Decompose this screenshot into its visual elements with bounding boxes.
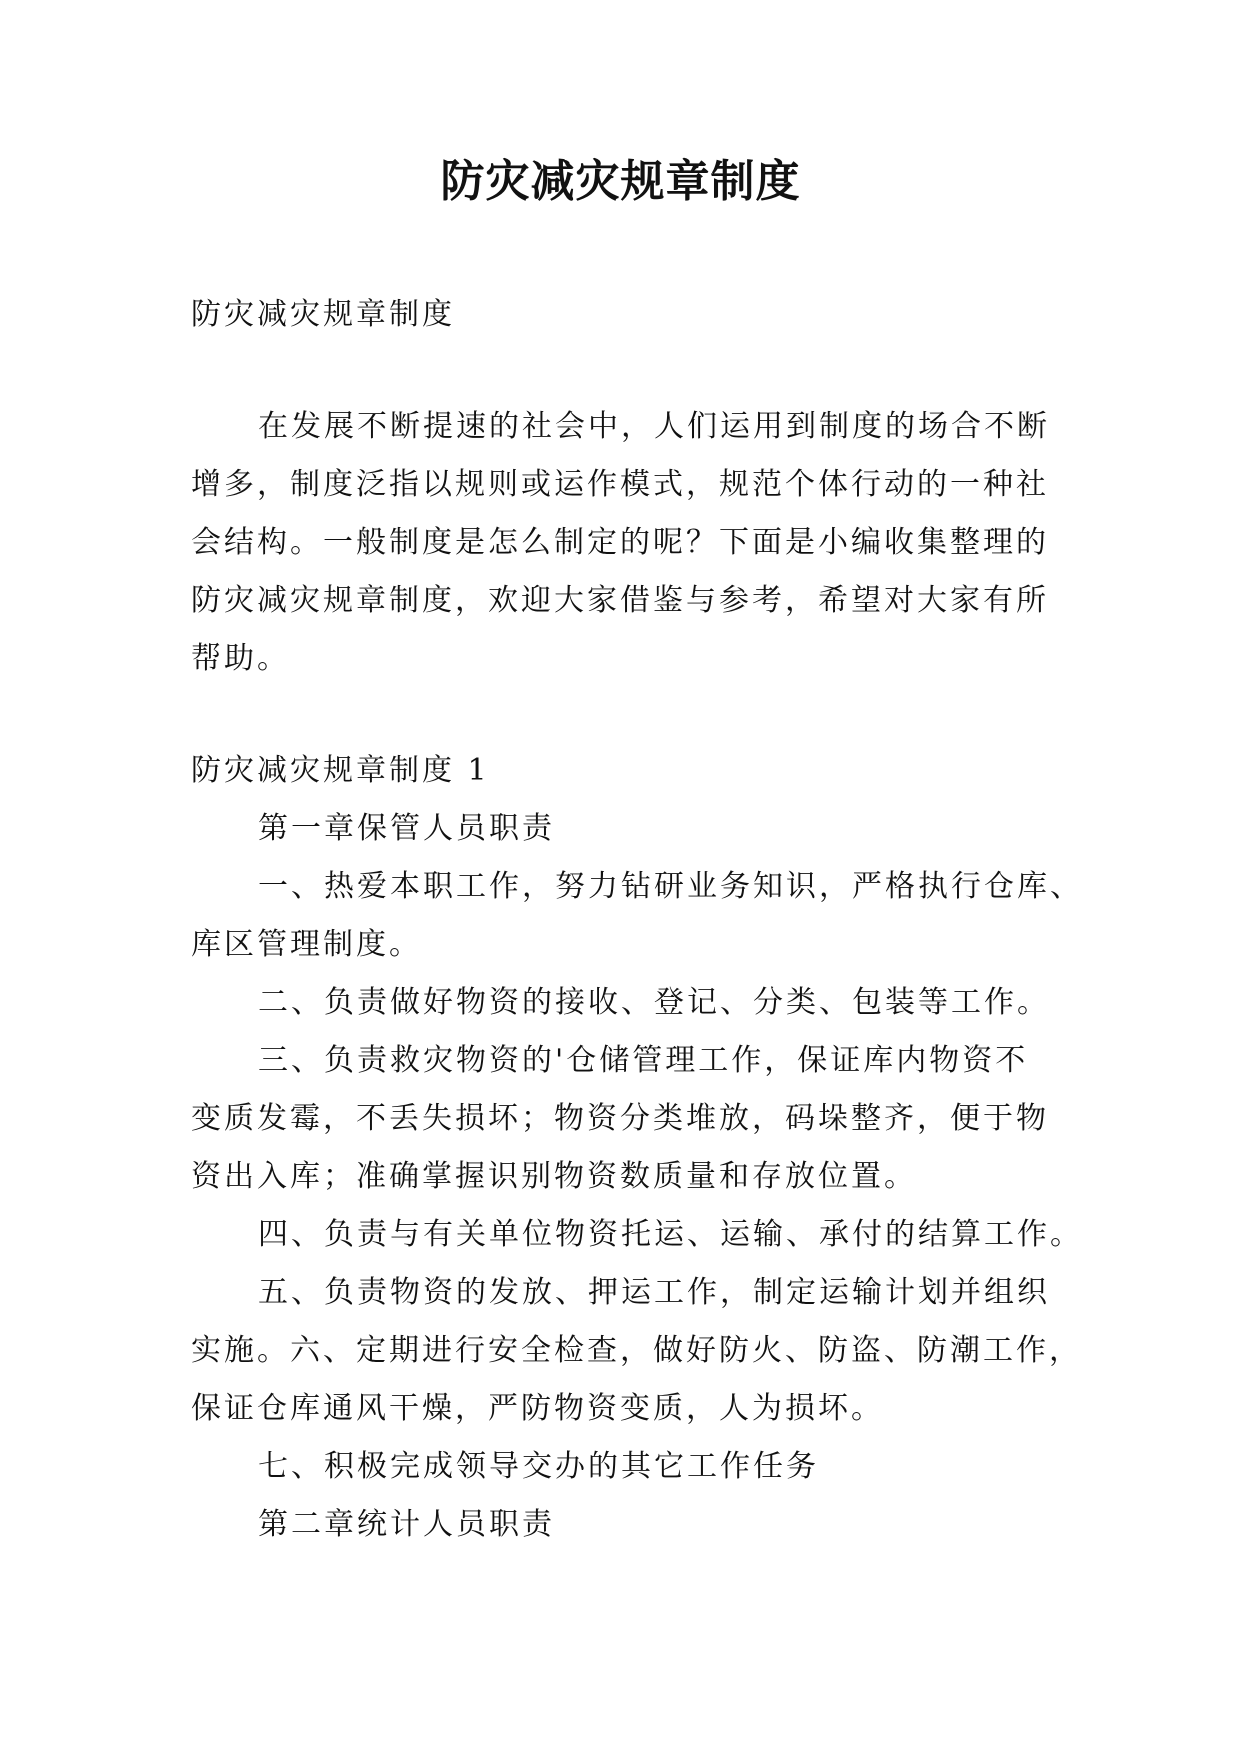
intro-line-5: 帮助。	[191, 641, 290, 676]
body-line: 保证仓库通风干燥，严防物资变质，人为损坏。	[191, 1391, 884, 1426]
document-title: 防灾减灾规章制度	[440, 156, 801, 207]
body-line: 变质发霉，不丢失损坏；物资分类堆放，码垛整齐，便于物	[191, 1101, 1049, 1136]
body-line: 一、热爱本职工作，努力钻研业务知识，严格执行仓库、	[258, 869, 1083, 904]
intro-line-3: 会结构。一般制度是怎么制定的呢？下面是小编收集整理的	[191, 525, 1049, 560]
body-line: 二、负责做好物资的接收、登记、分类、包装等工作。	[258, 985, 1050, 1020]
intro-line-4: 防灾减灾规章制度，欢迎大家借鉴与参考，希望对大家有所	[191, 583, 1049, 618]
body-line: 资出入库；准确掌握识别物资数质量和存放位置。	[191, 1159, 917, 1194]
body-line: 七、积极完成领导交办的其它工作任务	[258, 1449, 819, 1484]
body-line: 四、负责与有关单位物资托运、运输、承付的结算工作。	[258, 1217, 1083, 1252]
intro-line-1: 在发展不断提速的社会中，人们运用到制度的场合不断	[258, 409, 1050, 444]
body-line: 五、负责物资的发放、押运工作，制定运输计划并组织	[258, 1275, 1050, 1310]
body-line: 三、负责救灾物资的'仓储管理工作，保证库内物资不	[258, 1043, 1029, 1078]
chapter-2-heading: 第二章统计人员职责	[258, 1507, 555, 1542]
section-heading: 防灾减灾规章制度 1	[191, 753, 490, 788]
body-line: 实施。六、定期进行安全检查，做好防火、防盗、防潮工作，	[191, 1333, 1082, 1368]
body-line: 库区管理制度。	[191, 927, 422, 962]
intro-line-2: 增多，制度泛指以规则或运作模式，规范个体行动的一种社	[191, 467, 1049, 502]
subtitle: 防灾减灾规章制度	[191, 297, 455, 332]
chapter-1-heading: 第一章保管人员职责	[258, 811, 555, 846]
